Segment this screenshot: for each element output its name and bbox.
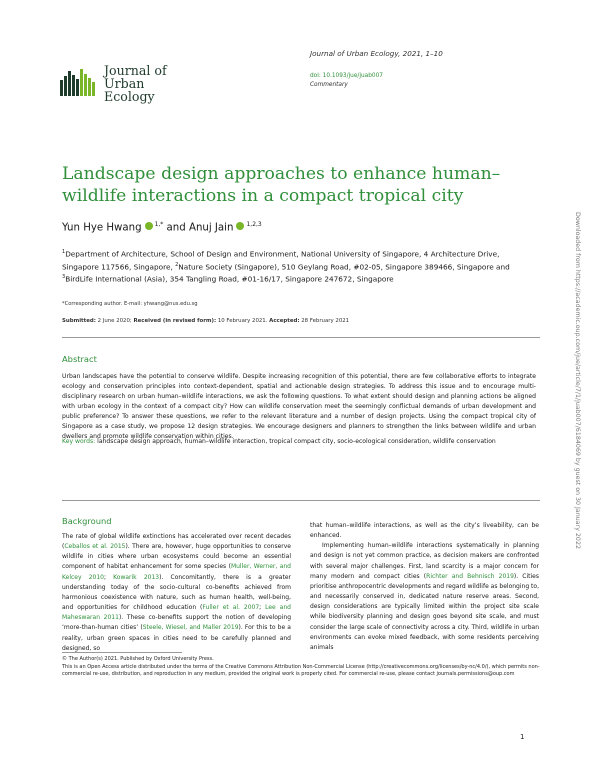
citation-link[interactable]: Lee and Maheswaran 2011 [62, 604, 291, 622]
article-type: Commentary [310, 82, 348, 88]
orcid-icon[interactable] [236, 222, 244, 230]
footnote-divider [62, 652, 182, 653]
text-run: The rate of global wildlife extinctions has accelerated over recent decades ( [62, 533, 291, 551]
keywords-label: Key words: [62, 438, 96, 445]
background-paragraph-2 [310, 541, 539, 653]
body-column-left [62, 532, 291, 654]
journal-logo [60, 62, 190, 104]
background-heading: Background [62, 516, 112, 526]
citation-link[interactable]: Fuller et al. 2007 [202, 604, 260, 612]
citation-link[interactable]: Steele, Wiesel, and Maller 2019 [142, 624, 239, 632]
author-line [62, 221, 262, 233]
affil-sup-3: 3 [62, 274, 66, 281]
doi-link[interactable]: doi: 10.1093/jue/juab007 [310, 73, 383, 79]
text-run: ; [259, 604, 266, 612]
copyright-line: © The Author(s) 2021. Published by Oxford University Press. [62, 656, 214, 662]
received-date: 10 February 2021. [217, 318, 268, 324]
author-2-affil: 1,2,3 [246, 221, 262, 228]
citation-link[interactable]: Ceballos et al. 2015 [64, 543, 126, 551]
license-text: This is an Open Access article distributed under the terms of the Creative Commons Attribution Non-Commercial License (http://creativecommons.org/licenses/by-nc/4.0/), which permits non-commercial re-use, distribution, and reproduction in any medium, provided the original work is properly cited. For commercial re-use, please contact journals.permissions@oup.com [62, 663, 540, 677]
author-2[interactable]: Anuj Jain [188, 222, 234, 234]
background-paragraph-1-cont: that human–wildlife interactions, as well as the city’s liveability, can be enhanced. [310, 522, 539, 540]
corresponding-author: *Corresponding author. E-mail: yhwang@nus.edu.sg [62, 301, 198, 307]
keywords-text: landscape design approach, human–wildlife interaction, tropical compact city, socio-ecological consideration, wildlife conservation [97, 438, 496, 445]
citation-link[interactable]: Richter and Behnisch 2019 [426, 572, 514, 580]
text-run: ; [103, 573, 114, 581]
divider [62, 337, 540, 338]
author-and: and [166, 222, 186, 234]
orcid-icon[interactable] [145, 222, 153, 230]
article-title: Landscape design approaches to enhance human–wildlife interactions in a compact tropical city [62, 164, 501, 206]
abstract-text: Urban landscapes have the potential to conserve wildlife. Despite increasing recognition of this potential, there are few collaborative efforts to integrate ecology and conservation principles into context-dependent, spatial and actionable design strategies. To address this issue and to encourage multi-disciplinary research on urban human–wildlife interactions, we ask the following questions. To what extent should design and planning actions be aligned with urban ecology in the context of a compact city? How can wildlife conservation meet the seemingly conflictual demands of urban development and public preference? To answer these questions, we refer to the relevant literature and a number of design projects. Using the compact tropical city of Singapore as a case study, we propose 12 design strategies. We encourage designers and planners to strengthen the links between wildlife and urban dwellers and promote wildlife conservation within cities. [62, 373, 536, 440]
download-watermark [572, 212, 582, 576]
body-column-right [310, 521, 539, 653]
background-paragraph-1 [62, 532, 291, 654]
abstract-heading: Abstract [62, 354, 97, 364]
citation-link[interactable]: Muller, Werner, and Kelcey 2010 [62, 563, 291, 581]
download-note: Downloaded from https://academic.oup.com/jue/article/7/1/juab007/6184069 by guest on 30 January 2022 [574, 212, 581, 549]
keywords [62, 437, 536, 447]
author-1-affil: 1,* [154, 221, 164, 228]
submitted-date: 2 June 2020; [97, 318, 132, 324]
text-run: ). These co-benefits support the notion of developing ‘more-than-human cities’ ( [62, 614, 292, 632]
affil-sup-2: 2 [175, 261, 179, 268]
text-run: ). Concomitantly, there is a greater understanding today of the socio-cultural co-benefits achieved from harmonious coexistence with nature, such as human health, well-being, and opportunities for childhood education ( [62, 573, 291, 612]
license-footnote [62, 656, 540, 679]
affiliation-1: Department of Architecture, School of Design and Environment, National University of Singapore, 4 Architecture Drive, Singapore 117566, Singapore, [62, 249, 500, 272]
logo-text [104, 64, 190, 103]
journal-reference: Journal of Urban Ecology, 2021, 1–10 [310, 49, 443, 58]
affil-sup-1: 1 [62, 249, 66, 255]
text-run: ). There are, however, huge opportunities to conserve wildlife in cities where urban ecosystems could become an essential component of habitat enhancement for some species ( [62, 543, 291, 571]
submitted-label: Submitted: [62, 318, 96, 324]
affiliations [62, 247, 518, 285]
text-run: ). Cities prioritise anthropocentric developments and regard wildlife as belonging to, and necessarily conserved in, dedicated nature reserve areas. Second, design considerations are typically limited within the project site scale while biodiversity planning and design goes beyond site scale, and must consider the large scale of connectivity across a city. Third, wildlife in urban environments can evoke mixed feedback, with some residents perceiving animals [310, 572, 539, 651]
accepted-date: 28 February 2021 [301, 318, 350, 324]
logo-line2: Urban Ecology [104, 76, 155, 104]
page-number: 1 [520, 733, 525, 741]
text-run: ). For this to be a reality, urban green spaces in cities need to be carefully planned and designed, so [62, 624, 291, 652]
text-run: Implementing human–wildlife interactions systematically in planning and design is not yet common practice, as decision makers are confronted with several major challenges. First, land scarcity is a major concern for many modern and compact cities ( [310, 542, 539, 580]
citation-link[interactable]: Kowarik 2013 [113, 573, 160, 581]
author-1[interactable]: Yun Hye Hwang [62, 222, 142, 234]
affiliation-2: Nature Society (Singapore), 510 Geylang Road, #02-05, Singapore 389466, Singapore and [178, 262, 510, 272]
article-dates [62, 318, 349, 324]
received-label: Received (in revised form): [133, 318, 217, 324]
accepted-label: Accepted: [269, 318, 300, 324]
affiliation-3: BirdLife International (Asia), 354 Tangling Road, #01-16/17, Singapore 247672, Singapore [65, 274, 394, 284]
logo-line1: Journal of [104, 63, 167, 78]
divider [62, 500, 540, 501]
logo-bars-icon [60, 66, 100, 96]
